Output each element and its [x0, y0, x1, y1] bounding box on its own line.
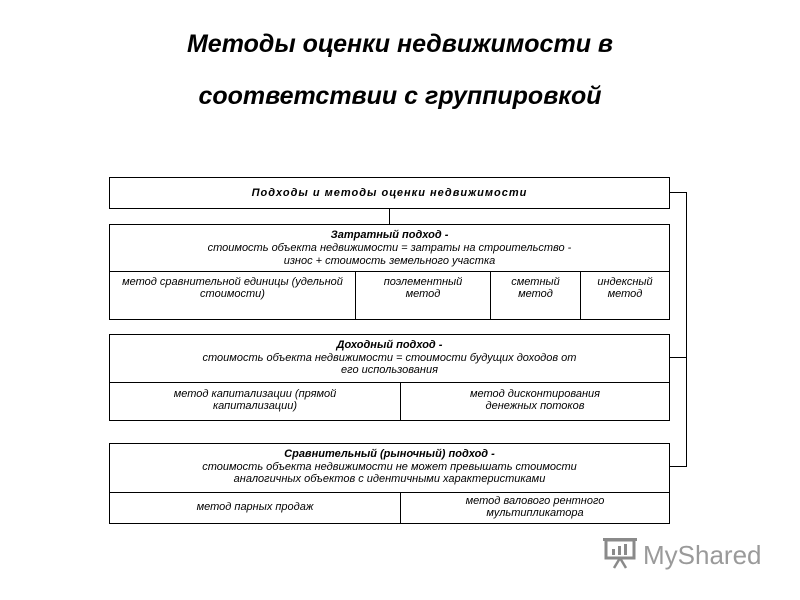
- cost-method-unit: метод сравнительной единицы (удельной стоимости): [122, 276, 343, 300]
- cost-method-estimate: сметный метод: [511, 276, 560, 300]
- income-approach-heading: Доходный подход -: [336, 339, 443, 351]
- market-method-paired-sales: метод парных продаж: [196, 501, 314, 513]
- market-approach-formula-1: стоимость объекта недвижимости не может превышать стоимости: [202, 461, 577, 473]
- connector-right-market: [669, 466, 687, 467]
- market-approach-formula-2: аналогичных объектов с идентичными характеристиками: [233, 473, 546, 485]
- presentation-board-icon: [603, 537, 639, 574]
- market-approach-box: [109, 443, 670, 524]
- cost-method-index: индексный метод: [597, 276, 653, 300]
- page-title-line1: Методы оценки недвижимости в: [186, 30, 614, 58]
- income-method-dcf: метод дисконтирования денежных потоков: [469, 388, 601, 412]
- cost-approach-heading: Затратный подход -: [330, 229, 449, 241]
- connector-right-spine: [686, 192, 687, 467]
- cost-approach-formula-1: стоимость объекта недвижимости = затраты на строительство -: [207, 242, 572, 254]
- income-approach-box: [109, 334, 670, 421]
- page-title-line2: соответствии с группировкой: [198, 82, 602, 110]
- income-approach-formula-2: его использования: [341, 364, 438, 376]
- cost-approach-box: [109, 224, 670, 320]
- connector-top-to-cost: [389, 208, 390, 224]
- income-method-capitalization: метод капитализации (прямой капитализации): [173, 388, 337, 412]
- market-approach-heading: Сравнительный (рыночный) подход -: [284, 448, 495, 460]
- market-method-grm: метод валового рентного мультипликатора: [465, 495, 605, 519]
- approaches-box: [109, 177, 670, 209]
- myshared-logo[interactable]: [603, 537, 762, 574]
- income-approach-formula-1: стоимость объекта недвижимости = стоимости будущих доходов от: [202, 352, 577, 364]
- connector-right-income: [669, 357, 687, 358]
- connector-right-top: [669, 192, 687, 193]
- approaches-label: Подходы и методы оценки недвижимости: [251, 187, 528, 199]
- cost-method-elemental: поэлементный метод: [383, 276, 463, 300]
- logo-text: MyShared: [643, 540, 762, 570]
- cost-approach-formula-2: износ + стоимость земельного участка: [283, 255, 496, 267]
